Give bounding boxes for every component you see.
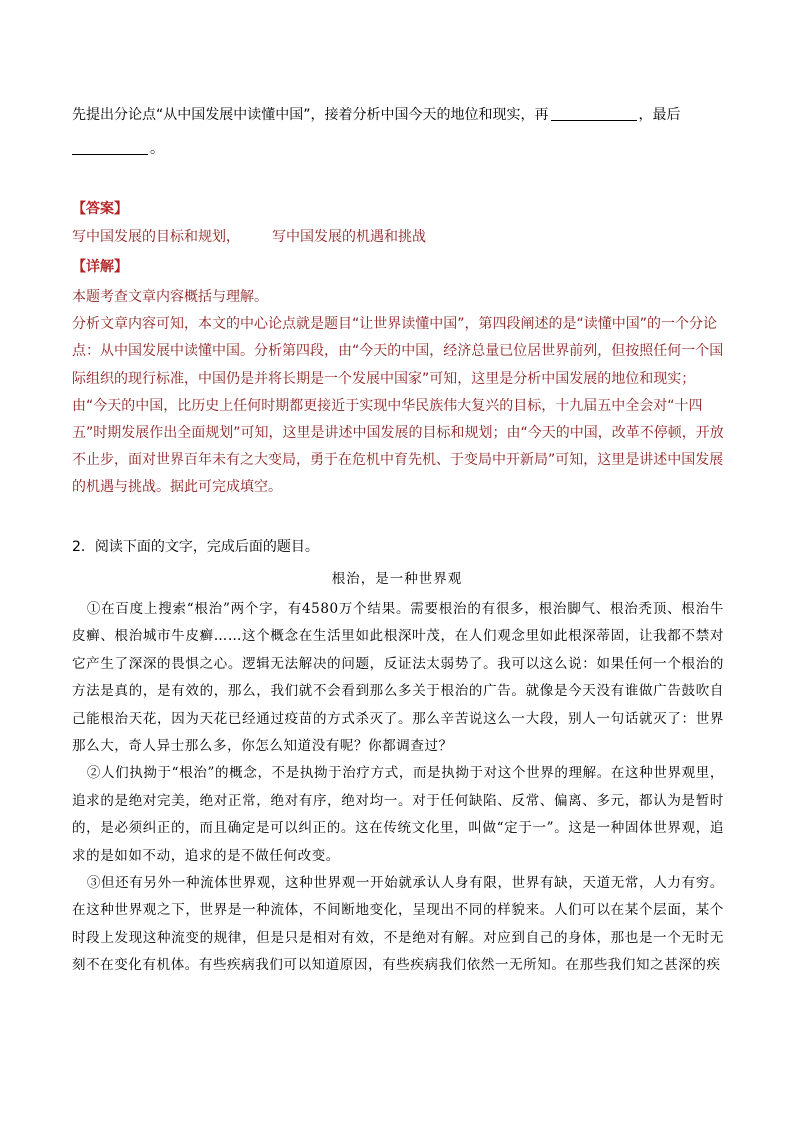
detail-line-2: 分析文章内容可知，本文的中心论点就是题目“让世界读懂中国”，第四段阐述的是“读懂中国”的一个分论点：从中国发展中读懂中国。分析第四段，由“今天的中国，经济总量已位居世界前列，但按照任何一个国际组织的现行标准，中国仍是并将长期是一个发展中国家”可知，这里是分析中国发展的地位和现实；由“今天的中国，比历史上任何时期都更接近于实现中华民族伟大复兴的目标，十九届五中全会对“十四五”时期发展作出全面规划”可知，这里是讲述中国发展的目标和规划；由“今天的中国，改革不停顿，开放不止步，面对世界百年未有之大变局，勇于在危机中育先机、于变局中开新局”可知，这里是讲述中国发展的机遇与挑战。据此可完成填空。 [72, 316, 724, 496]
detail-line-1: 本题考查文章内容概括与理解。 [72, 289, 268, 305]
answer-text [72, 226, 426, 246]
answer-blank-2[interactable] [72, 140, 148, 155]
detail-label: 【详解】 [72, 259, 128, 275]
answer-blank-1[interactable] [551, 106, 637, 121]
answer-part-1: 写中国发展的目标和规划， [72, 229, 240, 245]
question-1-text-a: 先提出分论点“从中国发展中读懂中国”，接着分析中国今天的地位和现实，再 [72, 107, 549, 123]
passage-body [72, 596, 724, 980]
passage-paragraph-3: ③但还有另外一种流体世界观，这种世界观一开始就承认人身有限，世界有缺，天道无常，人力有穷。在这种世界观之下，世界是一种流体，不间断地变化，呈现出不同的样貌来。人们可以在某个层面，某个时段上发现这种流变的规律，但是只是相对有效，不是绝对有解。对应到自己的身体，那也是一个无时无刻不在变化有机体。有些疾病我们可以知道原因，有些疾病我们依然一无所知。在那些我们知之甚深的疾 [72, 875, 724, 974]
answer-label: 【答案】 [72, 201, 128, 217]
question-2-prompt: 2．阅读下面的文字，完成后面的题目。 [72, 539, 319, 555]
detail-text [72, 284, 724, 502]
passage-paragraph-2: ②人们执拗于“根治”的概念，不是执拗于治疗方式，而是执拗于对这个世界的理解。在这种世界观里，追求的是绝对完美，绝对正常，绝对有序，绝对均一。对于任何缺陷、反常、偏离、多元，都认为是暂时的，是必须纠正的，而且确定是可以纠正的。这在传统文化里，叫做“定于一”。这是一种固体世界观，追求的是如如不动，追求的是不做任何改变。 [72, 765, 724, 864]
question-1-fill-blank [72, 98, 722, 166]
question-1-text-c: 。 [150, 141, 164, 157]
passage-title: 根治，是一种世界观 [331, 571, 463, 587]
answer-part-2: 写中国发展的机遇和挑战 [272, 229, 426, 245]
passage-paragraph-1: ①在百度上搜索“根治”两个字，有4580万个结果。需要根治的有很多，根治脚气、根治秃顶、根治牛皮癣、根治城市牛皮癣……这个概念在生活里如此根深叶茂，在人们观念里如此根深蒂固，让我都不禁对它产生了深深的畏惧之心。逻辑无法解决的问题，反证法太弱势了。我可以这么说：如果任何一个根治的方法是真的，是有效的，那么，我们就不会看到那么多关于根治的广告。就像是今天没有谁做广告鼓吹自己能根治天花，因为天花已经通过疫苗的方式杀灭了。那么辛苦说这么一大段，别人一句话就灭了：世界那么大，奇人异士那么多，你怎么知道没有呢？你都调查过？ [72, 601, 724, 755]
question-1-text-b: ，最后 [638, 107, 681, 123]
